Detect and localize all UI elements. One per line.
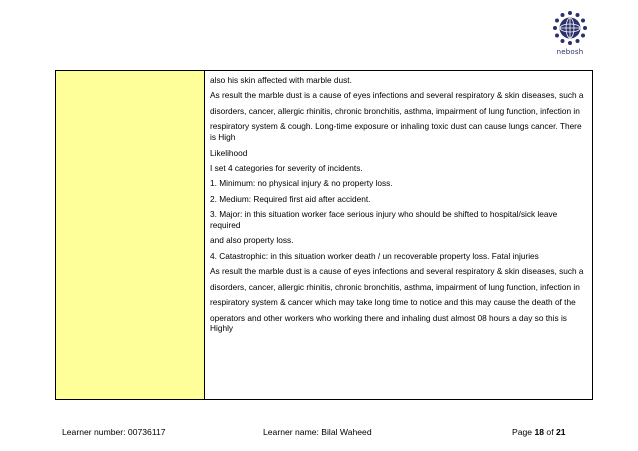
logo-text: nebosh xyxy=(556,48,584,56)
nebosh-globe-icon xyxy=(548,10,592,48)
page-number xyxy=(512,427,566,437)
page-prefix: Page xyxy=(512,427,535,437)
paragraph: I set 4 categories for severity of incidents. xyxy=(210,162,363,173)
page-total: 21 xyxy=(555,427,566,437)
content-table xyxy=(55,70,593,400)
learner-name: Learner name: Bilal Waheed xyxy=(263,427,372,437)
text-cell xyxy=(205,71,592,399)
paragraph: 2. Medium: Required first aid after accident. xyxy=(210,193,371,204)
paragraph: and also property loss. xyxy=(210,235,294,246)
paragraph: 3. Major: in this situation worker face serious injury who should be shifted to hospital/sick leave required xyxy=(210,209,558,231)
paragraph: respiratory system & cancer which may take long time to notice and this may cause the death of the xyxy=(210,297,576,308)
paragraph: operators and other workers who working there and inhaling dust almost 08 hours a day so this is Highly xyxy=(210,312,567,334)
paragraph: disorders, cancer, allergic rhinitis, chronic bronchitis, asthma, impairment of lung function, infection in xyxy=(210,105,580,116)
paragraph: Likelihood xyxy=(210,147,248,158)
paragraph: 4. Catastrophic: in this situation worker death / un recoverable property loss. Fatal injuries xyxy=(210,250,539,261)
paragraph: As result the marble dust is a cause of eyes infections and several respiratory & skin diseases, such a xyxy=(210,90,584,101)
page-current: 18 xyxy=(534,427,545,437)
paragraph: As result the marble dust is a cause of eyes infections and several respiratory & skin diseases, such a xyxy=(210,266,584,277)
page-of: of xyxy=(544,427,556,437)
highlighted-cell xyxy=(56,71,205,399)
paragraph: 1. Minimum: no physical injury & no property loss. xyxy=(210,178,393,189)
paragraph: disorders, cancer, allergic rhinitis, chronic bronchitis, asthma, impairment of lung function, infection in xyxy=(210,281,580,292)
paragraph: respiratory system & cough. Long-time exposure or inhaling toxic dust can cause lungs cancer. There is High xyxy=(210,121,582,143)
learner-number: Learner number: 00736117 xyxy=(62,427,166,437)
paragraph: also his skin affected with marble dust. xyxy=(210,75,352,85)
nebosh-logo xyxy=(548,10,592,62)
